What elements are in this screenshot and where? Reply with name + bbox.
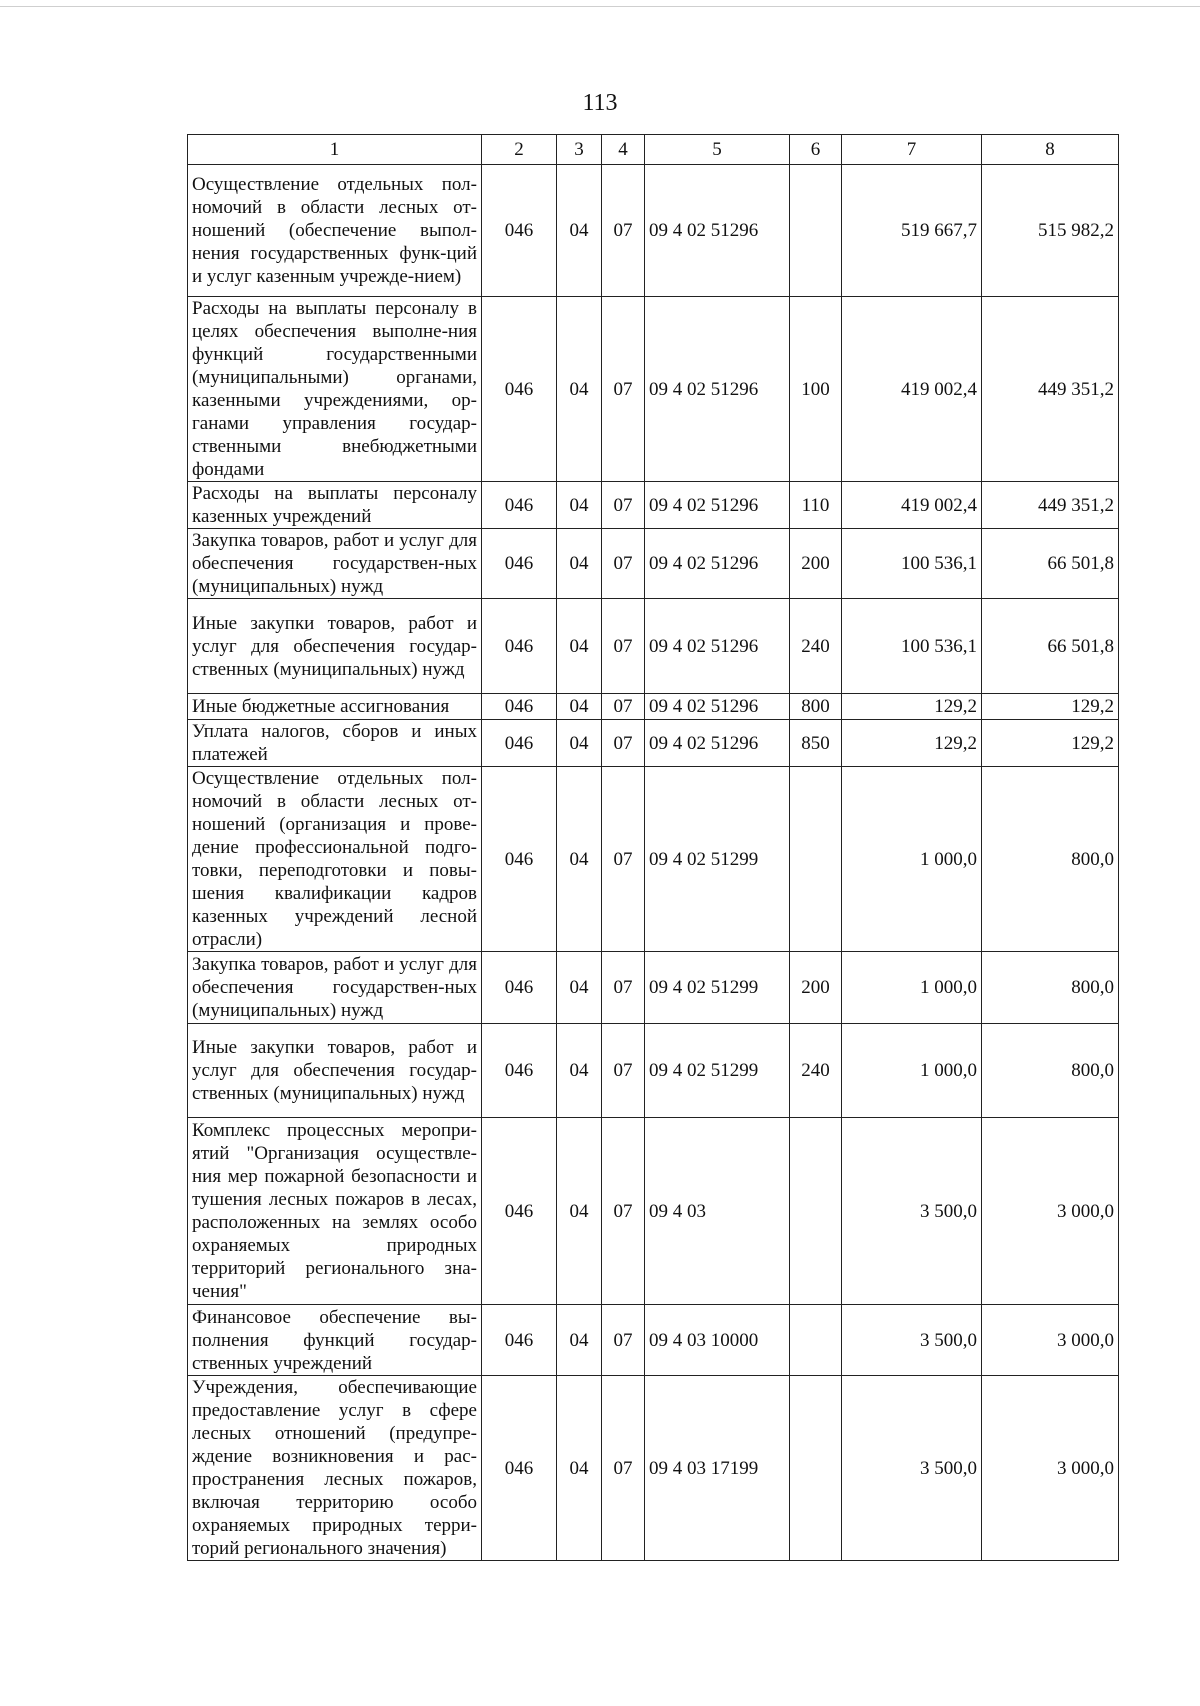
cell-expense-type: 240 [790,599,842,694]
cell-section: 04 [557,767,602,952]
cell-amount-year1: 100 536,1 [842,529,982,599]
cell-subsection: 07 [602,599,645,694]
cell-subsection: 07 [602,952,645,1024]
cell-expense-type: 110 [790,482,842,529]
header-cell: 2 [482,135,557,165]
cell-section: 04 [557,165,602,297]
cell-ministry-code: 046 [482,1376,557,1561]
table-row [188,1305,1119,1376]
table-row [188,694,1119,720]
cell-amount-year2: 129,2 [982,694,1119,720]
cell-expense-type [790,767,842,952]
page-number: 113 [582,90,618,116]
cell-section: 04 [557,952,602,1024]
cell-amount-year1: 1 000,0 [842,767,982,952]
table-row [188,1376,1119,1561]
cell-expense-type [790,1305,842,1376]
cell-target-article: 09 4 02 51299 [645,767,790,952]
row-description: Закупка товаров, работ и услуг для обеспечения государствен-ных (муниципальных) нужд [188,952,482,1024]
cell-ministry-code: 046 [482,599,557,694]
cell-subsection: 07 [602,1305,645,1376]
cell-amount-year2: 66 501,8 [982,599,1119,694]
cell-section: 04 [557,720,602,767]
cell-ministry-code: 046 [482,297,557,482]
table-row [188,720,1119,767]
cell-amount-year2: 515 982,2 [982,165,1119,297]
cell-amount-year2: 3 000,0 [982,1305,1119,1376]
table-row [188,1118,1119,1305]
header-cell: 7 [842,135,982,165]
scan-edge-line [0,6,1200,7]
cell-subsection: 07 [602,1118,645,1305]
cell-target-article: 09 4 02 51296 [645,297,790,482]
cell-ministry-code: 046 [482,1024,557,1118]
cell-subsection: 07 [602,1024,645,1118]
cell-amount-year1: 3 500,0 [842,1376,982,1561]
table-row [188,952,1119,1024]
cell-section: 04 [557,482,602,529]
cell-amount-year2: 800,0 [982,952,1119,1024]
cell-amount-year1: 129,2 [842,694,982,720]
cell-target-article: 09 4 02 51299 [645,1024,790,1118]
cell-subsection: 07 [602,482,645,529]
header-cell: 1 [188,135,482,165]
cell-subsection: 07 [602,767,645,952]
cell-amount-year2: 449 351,2 [982,297,1119,482]
cell-amount-year1: 419 002,4 [842,482,982,529]
cell-target-article: 09 4 02 51299 [645,952,790,1024]
row-description: Учреждения, обеспечивающие предоставление услуг в сфере лесных отношений (предупре-ждение возникновения и рас-пространения лесных пожаров, включая территорию особо охраняемых природных терри-торий регионального значения) [188,1376,482,1561]
cell-ministry-code: 046 [482,1305,557,1376]
row-description: Иные закупки товаров, работ и услуг для обеспечения государ-ственных (муниципальных) нужд [188,599,482,694]
cell-expense-type: 850 [790,720,842,767]
cell-subsection: 07 [602,694,645,720]
header-cell: 4 [602,135,645,165]
cell-amount-year2: 800,0 [982,1024,1119,1118]
header-row [188,135,1119,165]
row-description: Осуществление отдельных пол-номочий в области лесных от-ношений (организация и прове-дение профессиональной подго-товки, переподготовки и повы-шения квалификации кадров казенных учреждений лесной отрасли) [188,767,482,952]
cell-amount-year2: 3 000,0 [982,1118,1119,1305]
cell-amount-year2: 800,0 [982,767,1119,952]
cell-expense-type [790,1118,842,1305]
cell-expense-type: 200 [790,529,842,599]
cell-ministry-code: 046 [482,165,557,297]
cell-ministry-code: 046 [482,767,557,952]
cell-target-article: 09 4 03 10000 [645,1305,790,1376]
table-row [188,529,1119,599]
cell-ministry-code: 046 [482,952,557,1024]
row-description: Расходы на выплаты персоналу в целях обеспечения выполне-ния функций государственными (муниципальными) органами, казенными учреждениями, ор-ганами управления государ-ственными внебюджетными фондами [188,297,482,482]
cell-amount-year1: 129,2 [842,720,982,767]
table-row [188,297,1119,482]
cell-amount-year1: 1 000,0 [842,1024,982,1118]
cell-amount-year1: 3 500,0 [842,1305,982,1376]
row-description: Уплата налогов, сборов и иных платежей [188,720,482,767]
table-row [188,482,1119,529]
table-row [188,165,1119,297]
row-description: Иные закупки товаров, работ и услуг для обеспечения государ-ственных (муниципальных) нужд [188,1024,482,1118]
cell-section: 04 [557,529,602,599]
cell-section: 04 [557,297,602,482]
cell-target-article: 09 4 02 51296 [645,599,790,694]
row-description: Финансовое обеспечение вы-полнения функций государ-ственных учреждений [188,1305,482,1376]
cell-expense-type: 240 [790,1024,842,1118]
cell-ministry-code: 046 [482,1118,557,1305]
header-cell: 6 [790,135,842,165]
cell-amount-year2: 66 501,8 [982,529,1119,599]
cell-ministry-code: 046 [482,482,557,529]
cell-amount-year1: 1 000,0 [842,952,982,1024]
cell-target-article: 09 4 02 51296 [645,482,790,529]
cell-ministry-code: 046 [482,694,557,720]
header-cell: 8 [982,135,1119,165]
cell-target-article: 09 4 03 17199 [645,1376,790,1561]
cell-amount-year1: 519 667,7 [842,165,982,297]
cell-subsection: 07 [602,1376,645,1561]
row-description: Закупка товаров, работ и услуг для обеспечения государствен-ных (муниципальных) нужд [188,529,482,599]
cell-amount-year2: 449 351,2 [982,482,1119,529]
cell-target-article: 09 4 02 51296 [645,529,790,599]
cell-ministry-code: 046 [482,720,557,767]
cell-target-article: 09 4 02 51296 [645,720,790,767]
table-row [188,599,1119,694]
cell-amount-year1: 419 002,4 [842,297,982,482]
cell-amount-year1: 3 500,0 [842,1118,982,1305]
cell-expense-type: 100 [790,297,842,482]
budget-table [187,134,1119,1561]
cell-amount-year2: 3 000,0 [982,1376,1119,1561]
cell-subsection: 07 [602,720,645,767]
cell-subsection: 07 [602,297,645,482]
cell-amount-year1: 100 536,1 [842,599,982,694]
cell-expense-type: 200 [790,952,842,1024]
row-description: Расходы на выплаты персоналу казенных учреждений [188,482,482,529]
cell-section: 04 [557,1118,602,1305]
cell-target-article: 09 4 02 51296 [645,165,790,297]
cell-section: 04 [557,694,602,720]
row-description: Осуществление отдельных пол-номочий в области лесных от-ношений (обеспечение выпол-нения государственных функ-ций и услуг казенным учрежде-нием) [188,165,482,297]
row-description: Иные бюджетные ассигнования [188,694,482,720]
cell-section: 04 [557,1024,602,1118]
cell-subsection: 07 [602,529,645,599]
cell-expense-type: 800 [790,694,842,720]
cell-section: 04 [557,1305,602,1376]
cell-target-article: 09 4 02 51296 [645,694,790,720]
cell-expense-type [790,1376,842,1561]
cell-amount-year2: 129,2 [982,720,1119,767]
table-row [188,767,1119,952]
cell-section: 04 [557,599,602,694]
cell-subsection: 07 [602,165,645,297]
row-description: Комплекс процессных меропри-ятий "Организация осуществле-ния мер пожарной безопасности и тушения лесных пожаров в лесах, расположенных на землях особо охраняемых природных территорий регионального зна-чения" [188,1118,482,1305]
cell-ministry-code: 046 [482,529,557,599]
table-row [188,1024,1119,1118]
header-cell: 3 [557,135,602,165]
cell-target-article: 09 4 03 [645,1118,790,1305]
header-cell: 5 [645,135,790,165]
cell-section: 04 [557,1376,602,1561]
cell-expense-type [790,165,842,297]
